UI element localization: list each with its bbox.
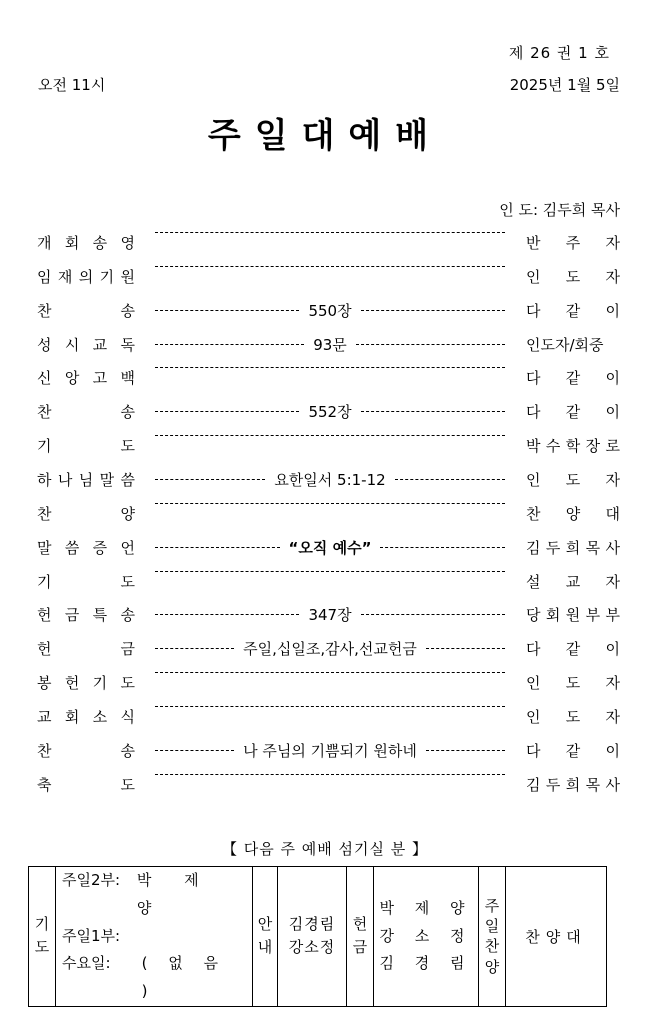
dash-line [155,774,505,775]
char: 기 [37,572,52,591]
char: 교 [92,335,108,354]
dash-line [155,435,505,436]
order-label [37,740,135,761]
char: 장 [585,437,601,456]
char: 이 [605,301,620,320]
char: 헌 [64,674,80,693]
char: 사 [605,538,620,557]
usher-label-char: 내 [257,938,273,957]
char: 님 [78,470,94,489]
char: 김 [526,538,541,557]
char: 도 [565,267,581,286]
char: 인 [526,707,541,726]
char: 증 [92,538,108,557]
order-detail: 나 주님의 기쁨되기 원하네 [243,741,417,760]
order-person [526,672,620,693]
order-label [37,435,135,456]
char: 원 [565,606,581,625]
char: 자 [605,267,620,286]
char: 헌 [37,640,52,659]
order-leader-line [152,672,508,673]
page-title: 주일대예배 [207,116,443,156]
char: 회 [64,234,80,252]
order-detail: 347장 [308,606,352,625]
char: 도 [565,470,581,489]
char: 금 [64,606,80,625]
order-person [526,266,620,287]
char: 송 [120,741,135,760]
usher-label-char: 안 [257,915,273,934]
dash-line [155,706,505,707]
order-label [37,774,135,795]
schedule-value: 박 제 양 [136,871,213,917]
dash-line [155,547,280,548]
order-person [526,232,620,253]
char: 부 [605,606,620,625]
prayer-label-char: 도 [34,938,50,957]
order-person [526,300,620,321]
char: 회 [545,606,561,625]
dash-line [356,344,505,345]
char: 영 [120,234,135,252]
char: 도 [120,572,135,591]
char: 자 [605,674,620,693]
char: 도 [565,707,581,726]
dash-line [155,479,265,480]
choir-label-char: 일 [484,917,500,936]
char: 교 [565,572,581,591]
char: 교 [37,707,52,726]
offering-names-cell [374,867,479,1007]
order-detail: 주일,십일조,감사,선교헌금 [243,640,417,659]
order-detail: 93문 [313,335,347,354]
char: 축 [37,775,52,794]
char: 찬 [37,504,52,523]
schedule-value: ( 없 음 ) [141,954,226,1000]
schedule-row [62,923,252,951]
schedule-key: 주일2부: [62,871,121,889]
choir-label-char: 주 [484,896,500,915]
order-detail: 550장 [308,301,352,320]
char: 고 [92,369,108,388]
char: 인 [526,267,541,286]
volume-issue: 제 26 권 1 호 [508,44,610,62]
char: 씀 [64,538,80,557]
char: 양 [120,504,135,523]
order-row [0,364,650,390]
order-person: 인도자/회중 [526,335,604,354]
next-week-title: 【 다음 주 예배 섬기실 분 】 [221,840,429,858]
order-leader-line [152,435,508,436]
char: 의 [78,267,94,286]
order-row [0,466,650,492]
choir-name: 찬양대 [525,927,587,946]
char: 도 [565,674,581,693]
order-leader-line [152,638,508,659]
order-person [526,469,620,490]
order-row [0,601,650,627]
char: 찬 [37,403,52,422]
order-detail: 552장 [308,403,352,422]
order-row [0,500,650,526]
order-label [37,469,135,490]
order-row [0,398,650,424]
order-label [37,401,135,422]
order-row [0,635,650,661]
char: 금 [120,640,135,659]
order-label [37,300,135,321]
schedule-row [62,950,252,1006]
dash-line [426,648,505,649]
char: 찬 [37,301,52,320]
order-detail: 요한일서 5:1-12 [274,470,386,489]
order-label [37,537,135,558]
char: 이 [605,403,620,422]
order-person [526,435,620,456]
char: 기 [92,674,108,693]
char: 도 [120,437,135,456]
offering-label-char: 헌 [352,915,368,934]
order-label [37,706,135,727]
order-leader-line [152,367,508,368]
order-label [37,334,135,355]
char: 김 [526,775,541,794]
dash-line [155,232,505,233]
order-person [526,537,620,558]
char: 재 [57,267,73,286]
next-week-table [28,866,607,1007]
char: 주 [565,234,581,252]
char: 말 [99,470,115,489]
char: 언 [120,538,135,557]
char: 이 [605,741,620,760]
char: 두 [545,538,561,557]
order-leader-line [152,232,508,233]
order-person [526,571,620,592]
char: 사 [605,775,620,794]
char: 찬 [37,741,52,760]
dash-line [155,503,505,504]
dash-line [155,344,304,345]
order-leader-line [152,604,508,625]
char: 시 [64,335,80,354]
order-leader-line [152,334,508,355]
order-person [526,638,620,659]
order-person [526,367,620,388]
char: 이 [605,640,620,659]
usher-label-cell [253,867,278,1007]
char: 앙 [64,369,80,388]
dash-line [361,310,505,311]
char: 기 [99,267,115,286]
order-leader-line [152,266,508,267]
char: 자 [605,707,620,726]
order-row [0,568,650,594]
char: 송 [120,606,135,625]
char: 자 [605,234,620,252]
dash-line [361,411,505,412]
service-time: 오전 11시 [38,76,106,94]
prayer-label-char: 기 [34,915,50,934]
choir-name-cell [506,867,607,1007]
order-label [37,266,135,287]
dash-line [155,571,505,572]
char: 헌 [37,606,52,625]
order-label [37,672,135,693]
char: 반 [526,234,541,252]
char: 원 [120,267,135,286]
dash-line [361,614,505,615]
order-leader-line [152,706,508,707]
order-row [0,669,650,695]
order-leader-line [152,774,508,775]
char: 학 [565,437,581,456]
order-label [37,503,135,524]
prayer-label-cell [29,867,56,1007]
char: 기 [37,437,52,456]
choir-label-char: 찬 [484,937,500,956]
service-leader: 인 도: 김두희 목사 [499,201,620,219]
dash-line [395,479,505,480]
char: 같 [565,741,581,760]
dash-line [155,310,299,311]
char: 성 [37,335,52,354]
offering-name: 박 제 양 [379,898,473,917]
offering-name: 김 경 림 [379,954,473,973]
order-row [0,263,650,289]
char: 다 [526,741,541,760]
order-leader-line [152,469,508,490]
char: 두 [545,775,561,794]
order-leader-line [152,300,508,321]
order-row [0,229,650,255]
order-row [0,331,650,357]
char: 이 [605,369,620,388]
usher-names-cell [278,867,347,1007]
schedule-key: 주일1부: [62,926,121,945]
char: 목 [585,538,601,557]
order-person [526,401,620,422]
service-date: 2025년 1월 5일 [509,76,620,94]
char: 인 [526,674,541,693]
char: 개 [37,234,52,252]
prayer-schedule-cell [56,867,253,1007]
dash-line [155,411,299,412]
char: 부 [585,606,601,625]
char: 다 [526,369,541,388]
dash-line [155,672,505,673]
usher-name: 강소정 [288,938,336,957]
order-person [526,774,620,795]
char: 희 [565,538,581,557]
order-leader-line [152,571,508,572]
char: 다 [526,403,541,422]
char: 송 [120,301,135,320]
char: 특 [92,606,108,625]
order-row [0,771,650,797]
char: 임 [37,267,52,286]
char: 씀 [120,470,135,489]
offering-name: 강 소 정 [379,926,473,945]
char: 같 [565,403,581,422]
char: 봉 [37,674,52,693]
order-label [37,638,135,659]
char: 신 [37,369,52,388]
dash-line [155,614,299,615]
char: 희 [565,775,581,794]
choir-label-char: 양 [484,957,500,976]
order-leader-line [152,537,508,558]
order-row [0,534,650,560]
char: 도 [120,775,135,794]
char: 자 [605,470,620,489]
char: 소 [92,707,108,726]
char: 식 [120,707,135,726]
usher-name: 김경림 [288,915,336,934]
order-person [526,604,620,625]
char: 다 [526,301,541,320]
char: 당 [526,606,541,625]
order-person [526,706,620,727]
offering-label-char: 금 [352,938,368,957]
char: 백 [120,369,135,388]
order-leader-line [152,503,508,504]
char: 말 [37,538,52,557]
char: 나 [57,470,73,489]
char: 독 [120,335,135,354]
order-row [0,432,650,458]
order-row [0,297,650,323]
char: 찬 [526,504,541,523]
order-label [37,604,135,625]
order-row [0,703,650,729]
char: 로 [605,437,620,456]
char: 자 [605,572,620,591]
char: 목 [585,775,601,794]
char: 대 [605,504,620,523]
order-label [37,571,135,592]
char: 같 [565,640,581,659]
order-leader-line [152,401,508,422]
order-detail: “오직 예수” [288,538,372,557]
dash-line [155,266,505,267]
char: 송 [120,403,135,422]
order-person [526,503,620,524]
char: 같 [565,301,581,320]
char: 같 [565,369,581,388]
order-row [0,737,650,763]
char: 수 [545,437,561,456]
dash-line [155,750,234,751]
char: 다 [526,640,541,659]
order-label [37,232,135,253]
dash-line [155,367,505,368]
char: 송 [92,234,108,252]
schedule-key: 수요일: [62,954,111,973]
order-label [37,367,135,388]
char: 도 [120,674,135,693]
char: 인 [526,470,541,489]
char: 양 [565,504,581,523]
order-leader-line [152,740,508,761]
dash-line [380,547,505,548]
char: 설 [526,572,541,591]
choir-label-cell [479,867,506,1007]
char: 하 [37,470,52,489]
offering-label-cell [347,867,374,1007]
schedule-row [62,867,252,923]
dash-line [155,648,234,649]
dash-line [426,750,505,751]
order-person [526,740,620,761]
char: 회 [64,707,80,726]
char: 박 [526,437,541,456]
